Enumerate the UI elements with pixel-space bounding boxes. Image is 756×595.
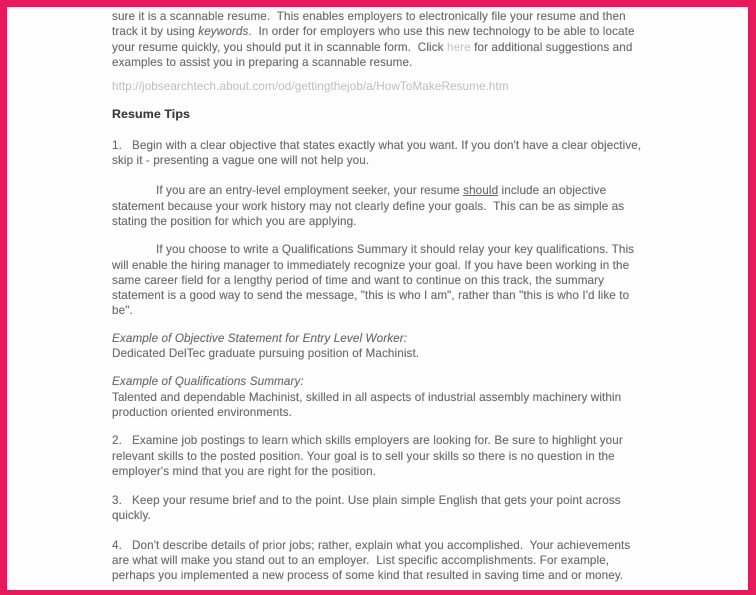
intro-text-end: for additional suggestions and examples to assist you in preparing a scannable resume.: [112, 40, 636, 69]
should-emphasis: should: [463, 184, 499, 198]
intro-text-start: sure it is a scannable resume. This enables employers to electronically file your resume and then track it by using: [112, 10, 630, 39]
keywords-emphasis: keywords: [198, 25, 249, 39]
tip-2-paragraph: 2. Examine job postings to learn which skills employers are looking for. Be sure to highlight your relevant skills to the posted position. Your goal is to sell your skills so there is no question in the employer's mind that you are right for the position.: [112, 434, 627, 478]
objective-example-text: Dedicated DelTec graduate pursuing position of Machinist.: [112, 347, 420, 361]
here-link-text: here: [446, 40, 471, 54]
tip-4-paragraph: 4. Don't describe details of prior jobs; rather, explain what you accomplished. Your achievements are what will make you stand out to an employer. List specific accomplishments. For example, perhaps you implemented a new process of some kind that resulted in saving time and or money.: [112, 538, 634, 583]
document-content: [7, 7, 748, 590]
entry-level-text-end: include an objective statement because your work history may not clearly define your goals. This can be as simple as stating the position for which you are applying.: [112, 184, 628, 228]
intro-text-mid: . In order for employers who use this new technology to be able to locate your resume quickly, you should put it in scannable form. Click: [112, 25, 638, 54]
qualifications-example-text: Talented and dependable Machinist, skilled in all aspects of industrial assembly machinery within production oriented environments.: [112, 390, 625, 419]
tip-3-paragraph: 3. Keep your resume brief and to the point. Use plain simple English that gets your point across quickly.: [112, 494, 625, 523]
entry-level-paragraph: [112, 183, 645, 229]
qualifications-example-label: Example of Qualifications Summary:: [112, 375, 304, 389]
resume-tips-heading: Resume Tips: [112, 107, 190, 122]
tip-1-paragraph: 1. Begin with a clear objective that states exactly what you want. If you don't have a clear objective, skip it - presenting a vague one will not help you.: [112, 138, 645, 168]
intro-paragraph: [112, 9, 645, 70]
entry-level-text-start: If you are an entry-level employment seeker, your resume: [156, 184, 464, 198]
qualifications-summary-paragraph: If you choose to write a Qualifications Summary it should relay your key qualifications. This will enable the hiring manager to immediately recognize your goal. If you have been working in the same career field for a lengthy period of time and want to continue on this track, the summary statement is a good way to send the message, "this is who I am", rather than "this is who I'd like to be".: [112, 243, 638, 318]
source-url: http://jobsearchtech.about.com/od/gettingthejob/a/HowToMakeResume.htm: [112, 80, 509, 94]
objective-example-label: Example of Objective Statement for Entry Level Worker:: [112, 331, 408, 345]
